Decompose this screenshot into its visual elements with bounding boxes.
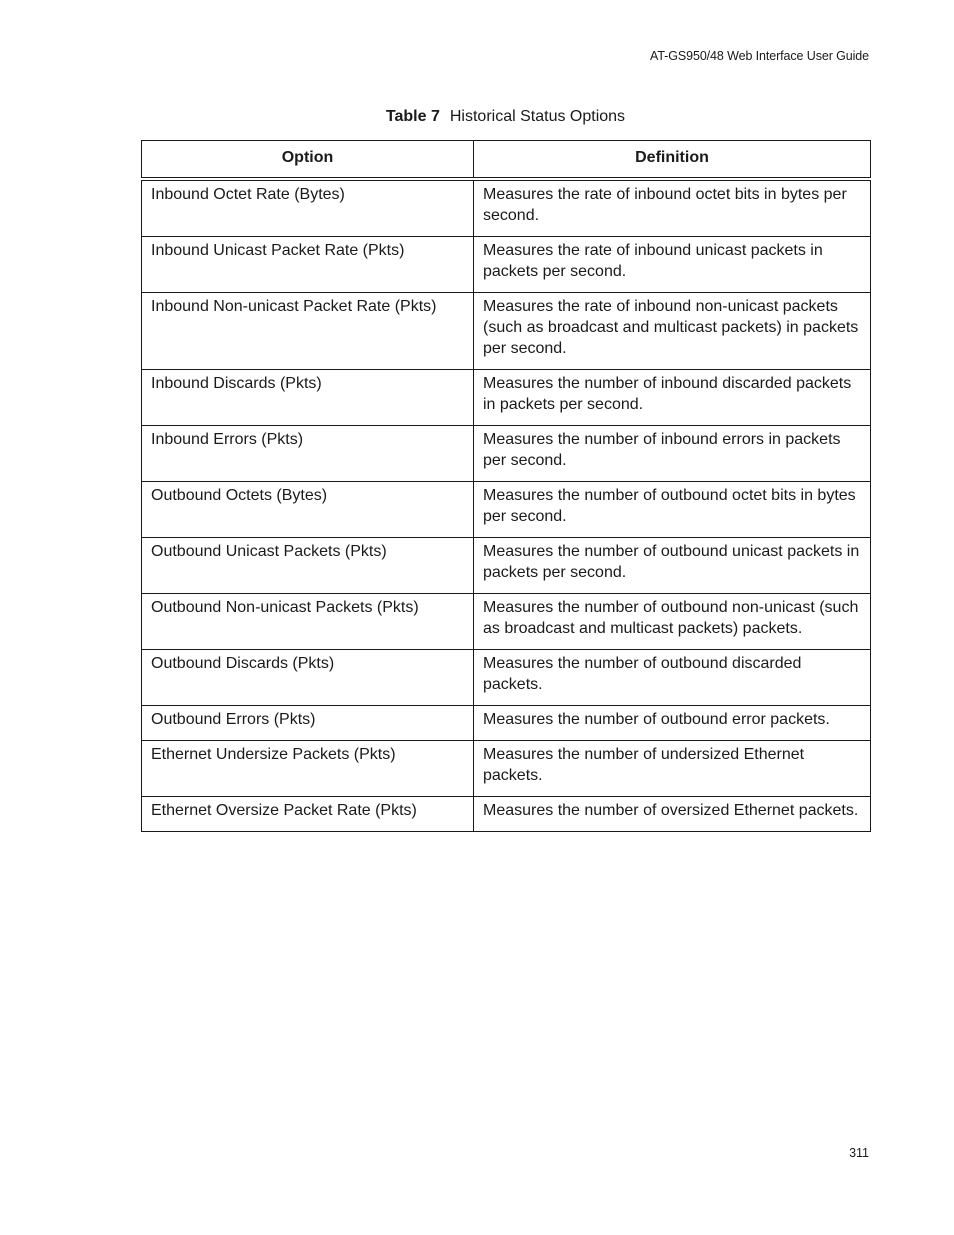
option-cell: Inbound Unicast Packet Rate (Pkts) [142,237,474,293]
table-row [142,426,871,482]
option-cell: Ethernet Undersize Packets (Pkts) [142,741,474,797]
option-cell: Inbound Octet Rate (Bytes) [142,179,474,237]
table-row [142,797,871,832]
running-header: AT-GS950/48 Web Interface User Guide [650,49,869,63]
table-row [142,482,871,538]
option-cell: Outbound Non-unicast Packets (Pkts) [142,594,474,650]
definition-cell: Measures the number of oversized Ethernet packets. [474,797,871,832]
option-cell: Inbound Non-unicast Packet Rate (Pkts) [142,293,474,370]
table-caption [141,108,870,126]
historical-status-options-table [141,140,871,832]
table-row [142,741,871,797]
column-header-definition: Definition [474,141,871,180]
table-header-row [142,141,871,180]
table-caption-title: Historical Status Options [449,108,626,125]
table-row [142,179,871,237]
table-row [142,594,871,650]
definition-cell: Measures the number of undersized Ethernet packets. [474,741,871,797]
definition-cell: Measures the rate of inbound unicast packets in packets per second. [474,237,871,293]
definition-cell: Measures the rate of inbound non-unicast packets (such as broadcast and multicast packets) in packets per second. [474,293,871,370]
definition-cell: Measures the number of outbound octet bits in bytes per second. [474,482,871,538]
definition-cell: Measures the number of inbound errors in packets per second. [474,426,871,482]
definition-cell: Measures the number of outbound non-unicast (such as broadcast and multicast packets) packets. [474,594,871,650]
option-cell: Ethernet Oversize Packet Rate (Pkts) [142,797,474,832]
table-row [142,706,871,741]
table-caption-label: Table 7 [385,108,440,125]
definition-cell: Measures the number of outbound error packets. [474,706,871,741]
option-cell: Outbound Errors (Pkts) [142,706,474,741]
option-cell: Inbound Errors (Pkts) [142,426,474,482]
table-row [142,293,871,370]
table-row [142,650,871,706]
page-number: 311 [849,1146,869,1160]
column-header-option: Option [142,141,474,180]
table-row [142,370,871,426]
option-cell: Inbound Discards (Pkts) [142,370,474,426]
option-cell: Outbound Unicast Packets (Pkts) [142,538,474,594]
definition-cell: Measures the number of inbound discarded packets in packets per second. [474,370,871,426]
definition-cell: Measures the rate of inbound octet bits in bytes per second. [474,179,871,237]
definition-cell: Measures the number of outbound unicast packets in packets per second. [474,538,871,594]
option-cell: Outbound Discards (Pkts) [142,650,474,706]
option-cell: Outbound Octets (Bytes) [142,482,474,538]
table-row [142,538,871,594]
definition-cell: Measures the number of outbound discarded packets. [474,650,871,706]
table-row [142,237,871,293]
